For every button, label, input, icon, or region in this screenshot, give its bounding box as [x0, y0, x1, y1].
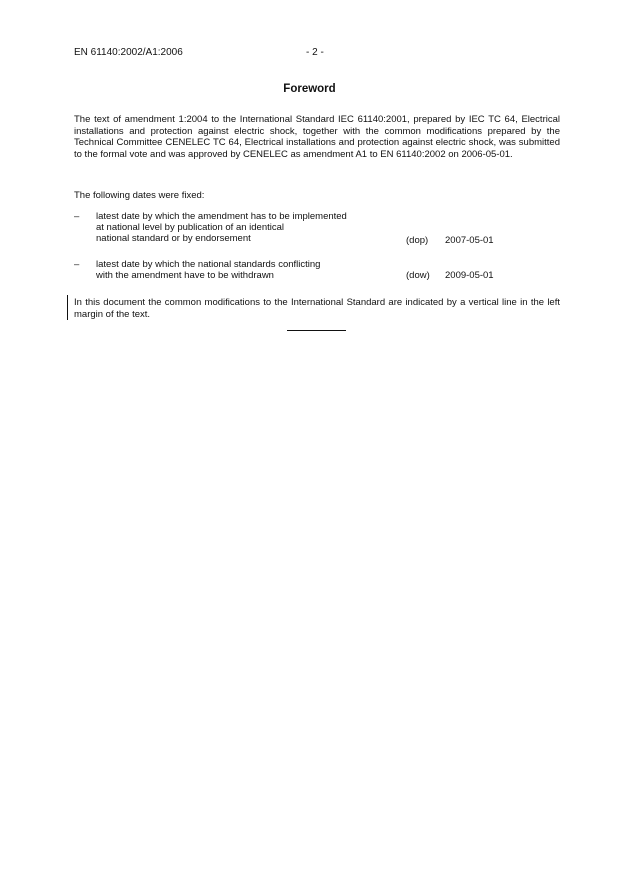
page-title: Foreword	[283, 83, 336, 95]
dates-intro: The following dates were fixed:	[74, 190, 205, 201]
list-item-line: with the amendment have to be withdrawn	[96, 270, 274, 281]
list-item-line: latest date by which the national standards conflicting	[96, 259, 321, 270]
date-abbreviation: (dow)	[406, 270, 430, 281]
intro-paragraph: The text of amendment 1:2004 to the International Standard IEC 61140:2001, prepared by IEC TC 64, Electrical installations and protection against electric shock, together with the common modifications prepared by the Technical Committee CENELEC TC 64, Electrical installations and protection against electric shock, was submitted to the formal vote and was approved by CENELEC as amendment A1 to EN 61140:2002 on 2006-05-01.	[74, 114, 560, 160]
list-item	[96, 211, 347, 244]
end-rule	[287, 330, 346, 331]
list-item-line: latest date by which the amendment has to be implemented	[96, 211, 347, 222]
date-abbreviation: (dop)	[406, 235, 429, 246]
modification-note: In this document the common modifications to the International Standard are indicated by a vertical line in the left margin of the text.	[74, 297, 560, 320]
list-bullet: –	[74, 259, 80, 270]
list-item-line: national standard or by endorsement	[96, 233, 251, 244]
list-bullet: –	[74, 211, 80, 222]
date-value: 2009-05-01	[445, 270, 494, 281]
list-item	[96, 259, 320, 281]
date-value: 2007-05-01	[445, 235, 494, 246]
list-item-line: at national level by publication of an identical	[96, 222, 285, 233]
modification-margin-line	[67, 295, 68, 320]
document-id: EN 61140:2002/A1:2006	[74, 47, 183, 58]
page-number: - 2 -	[306, 47, 324, 58]
